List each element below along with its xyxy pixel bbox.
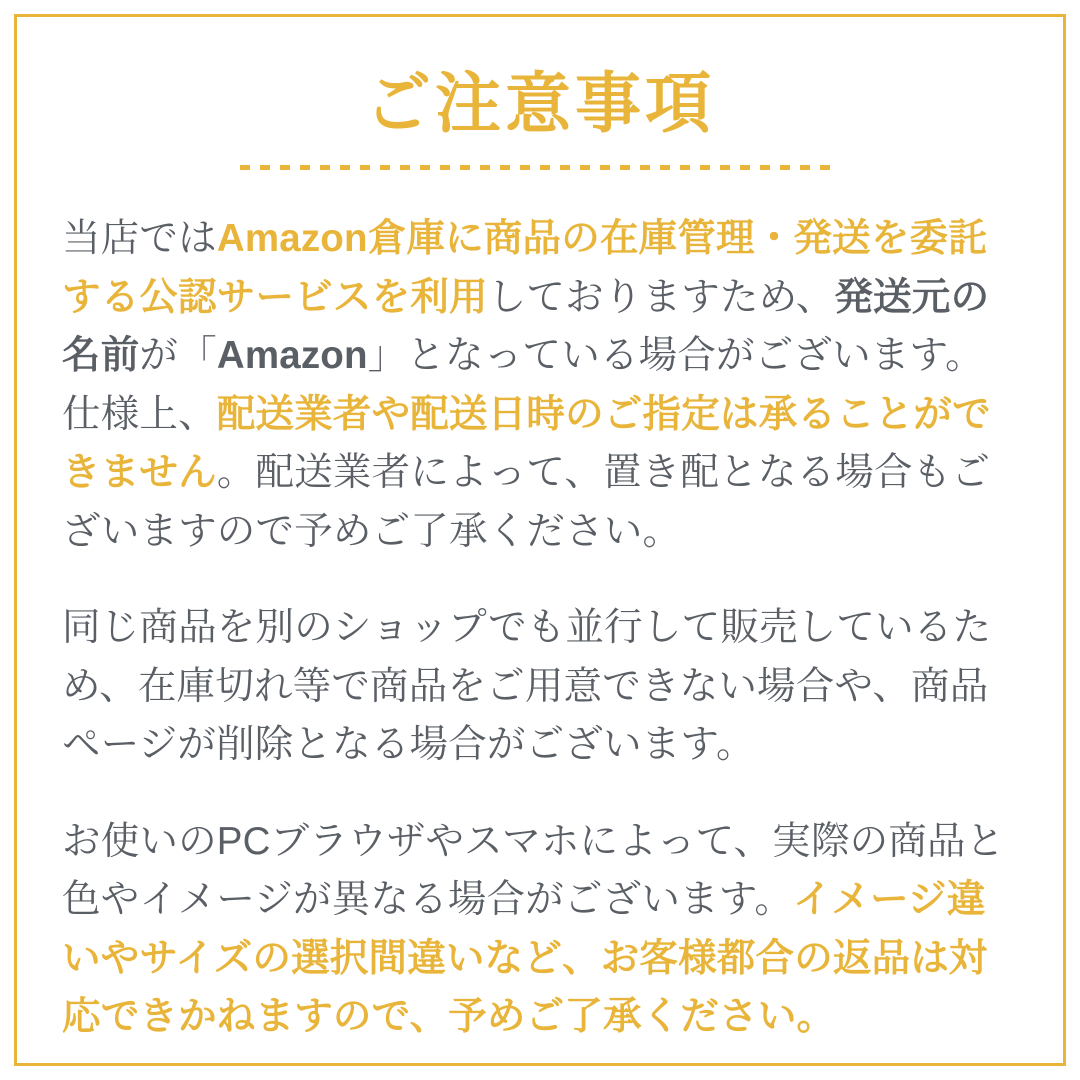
dotted-divider: [240, 165, 840, 170]
text-segment: お使いのPCブラウザやスマホによって、実際の商品と色やイメージが異なる場合がございます。: [62, 819, 1005, 922]
text-segment: が「: [139, 334, 217, 378]
text-segment: 同じ商品を別のショップでも並行して販売しているため、在庫切れ等で商品をご用意できない場合や、商品ページが削除となる場合がございます。: [62, 606, 992, 767]
text-segment: 。配送業者によって、置き配となる場合もございますので予めご了承ください。: [62, 451, 991, 553]
text-segment: 当店では: [62, 217, 217, 261]
text-segment: Amazon倉庫に商品の在庫管理・発送を委託する公認サービスを利用: [62, 217, 987, 319]
text-segment: しておりますため、: [487, 275, 835, 319]
notice-content: [62, 46, 1018, 1047]
text-segment: 配送業者や配送日時のご指定は承ることができません: [62, 392, 991, 495]
page-title: ご注意事項: [365, 66, 715, 140]
text-segment: 発送元の名前: [62, 275, 990, 378]
text-segment: Amazon: [216, 334, 368, 378]
paragraph-color-difference: [62, 813, 1018, 1047]
paragraph-parallel-sales: [62, 599, 1018, 775]
paragraph-amazon-fulfillment: [62, 210, 1018, 561]
text-segment: イメージ違いやサイズの選択間違いなど、お客様都合の返品は対応できかねますので、予めご了承ください。: [62, 878, 988, 1039]
text-segment: 」となっている場合がございます。仕様上、: [62, 334, 984, 436]
notice-body: [62, 210, 1018, 1047]
